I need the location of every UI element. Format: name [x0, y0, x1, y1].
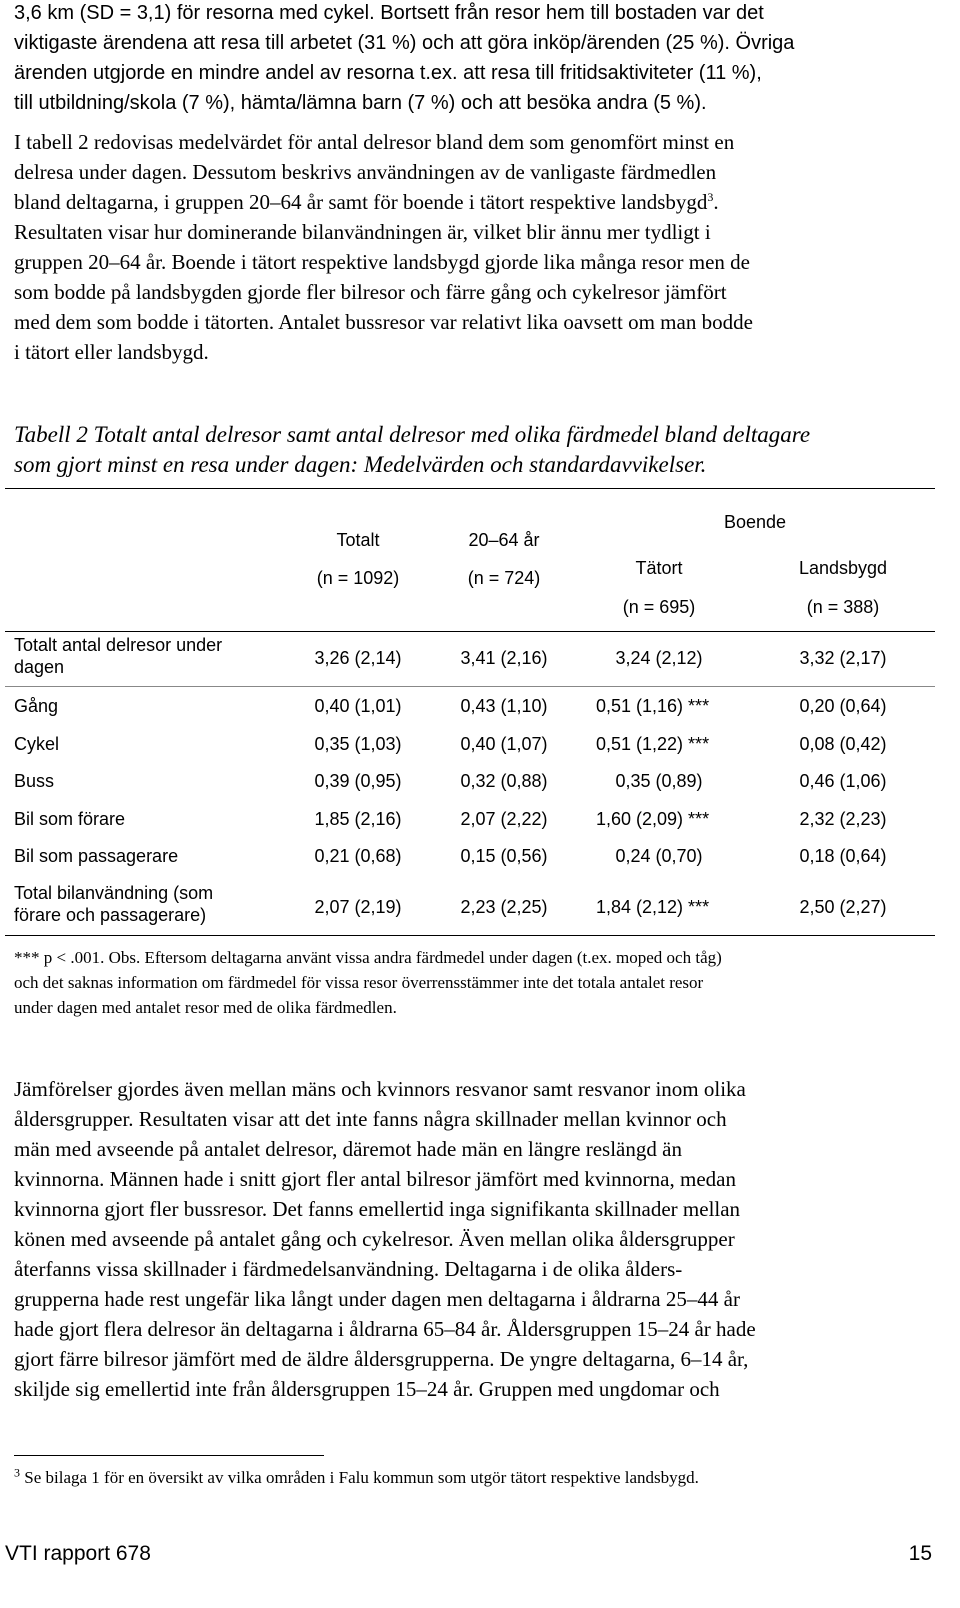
paragraph-line: med dem som bodde i tätorten. Antalet bussresor var relativt lika oavsett om man bodde	[14, 310, 753, 334]
paragraph-line: delresa under dagen. Dessutom beskrivs användningen av de vanligaste färdmedlen	[14, 160, 717, 184]
row-label: Bil som förare	[14, 809, 126, 829]
paragraph-line: Resultaten visar hur dominerande bilanvändningen är, vilket blir ännu mer tydligt i	[14, 220, 711, 244]
intro-line: 3,6 km (SD = 3,1) för resorna med cykel. Bortsett från resor hem till bostaden var det	[14, 2, 764, 24]
table-header-rule	[5, 631, 935, 632]
cell-age: 2,23 (2,25)	[460, 897, 548, 917]
intro-line: ärenden utgjorde en mindre andel av resorna t.ex. att resa till fritidsaktiviteter (11 %),	[14, 62, 762, 84]
row-label: Totalt antal delresor under dagen	[14, 635, 223, 677]
cell-tatort: 0,51 (1,16) ***	[596, 696, 710, 716]
cell-age: 3,41 (2,16)	[460, 648, 548, 668]
footnote-mark: 3	[14, 1465, 20, 1480]
table-top-rule	[5, 488, 935, 489]
cell-landsbygd: 2,32 (2,23)	[799, 809, 887, 829]
comparison-paragraph	[14, 1074, 914, 1404]
table-row-divider	[5, 686, 935, 687]
header-tatort-n: (n = 695)	[622, 597, 696, 617]
header-totalt: Totalt	[336, 530, 380, 550]
cell-age: 0,40 (1,07)	[460, 734, 548, 754]
paragraph-line	[14, 187, 914, 217]
cell-landsbygd: 3,32 (2,17)	[799, 648, 887, 668]
header-landsbygd: Landsbygd	[798, 558, 888, 578]
note-line: *** p < .001. Obs. Eftersom deltagarna använt vissa andra färdmedel under dagen (t.ex. moped och tåg)	[14, 948, 722, 967]
header-landsbygd-n: (n = 388)	[806, 597, 880, 617]
cell-age: 2,07 (2,22)	[460, 809, 548, 829]
cell-age: 0,32 (0,88)	[460, 771, 548, 791]
header-tatort: Tätort	[635, 558, 683, 578]
row-label: Bil som passagerare	[14, 846, 179, 866]
caption-line: Tabell 2 Totalt antal delresor samt antal delresor med olika färdmedel bland deltagare	[14, 422, 811, 447]
footnote-reference: 3	[707, 190, 714, 204]
paragraph-line: hade gjort flera delresor än deltagarna i åldrarna 65–84 år. Åldersgruppen 15–24 år hade	[14, 1317, 756, 1341]
cell-totalt: 0,35 (1,03)	[314, 734, 402, 754]
table-note	[14, 945, 934, 1020]
cell-landsbygd: 0,20 (0,64)	[799, 696, 887, 716]
paragraph-line: i tätort eller landsbygd.	[14, 340, 209, 364]
paragraph-line: Jämförelser gjordes även mellan mäns och kvinnors resvanor samt resvanor inom olika	[14, 1077, 746, 1101]
cell-totalt: 3,26 (2,14)	[314, 648, 402, 668]
paragraph-line: gruppernа hade rest ungefär lika långt under dagen men deltagarna i åldrarna 25–44 år	[14, 1287, 740, 1311]
cell-tatort: 3,24 (2,12)	[615, 648, 703, 668]
intro-paragraph	[14, 0, 914, 118]
note-line: under dagen med antalet resor med de olika färdmedlen.	[14, 998, 397, 1017]
paragraph-line: återfanns vissa skillnader i färdmedelsanvändning. Deltagarna i de olika ålders-	[14, 1257, 683, 1281]
table-caption	[14, 420, 934, 480]
cell-totalt: 0,40 (1,01)	[314, 696, 402, 716]
cell-totalt: 0,39 (0,95)	[314, 771, 402, 791]
footnote-rule	[14, 1455, 324, 1456]
page-number: 15	[908, 1542, 932, 1565]
paragraph-line: I tabell 2 redovisas medelvärdet för antal delresor bland dem som genomfört minst en	[14, 130, 735, 154]
cell-totalt: 0,21 (0,68)	[314, 846, 402, 866]
cell-tatort: 0,24 (0,70)	[615, 846, 703, 866]
cell-totalt: 2,07 (2,19)	[314, 897, 402, 917]
note-line: och det saknas information om färdmedel för vissa resor överrensstämmer inte det totala antalet resor	[14, 973, 704, 992]
header-totalt-n: (n = 1092)	[316, 568, 400, 588]
paragraph-line: åldersgrupper. Resultaten visar att det inte fanns några skillnader mellan kvinnor och	[14, 1107, 727, 1131]
footnote-text: Se bilaga 1 för en översikt av vilka områden i Falu kommun som utgör tätort respektive landsbygd.	[24, 1468, 699, 1487]
cell-landsbygd: 0,08 (0,42)	[799, 734, 887, 754]
paragraph-line: gjort färre bilresor jämfört med de äldre åldersgrupperna. De yngre deltagarna, 6–14 år,	[14, 1347, 749, 1371]
cell-tatort: 0,51 (1,22) ***	[596, 734, 710, 754]
cell-totalt: 1,85 (2,16)	[314, 809, 402, 829]
paragraph-line: könen med avseende på antalet gång och cykelresor. Även mellan olika åldersgrupper	[14, 1227, 735, 1251]
header-age: 20–64 år	[468, 530, 540, 550]
paragraph-line: män med avseende på antalet delresor, däremot hade män en längre reslängd än	[14, 1137, 682, 1161]
footnote	[14, 1466, 699, 1490]
row-label: Total bilanvändning (som förare och passagerare)	[14, 883, 214, 925]
cell-landsbygd: 0,18 (0,64)	[799, 846, 887, 866]
cell-landsbygd: 0,46 (1,06)	[799, 771, 887, 791]
row-label: Gång	[14, 696, 59, 716]
header-boende: Boende	[723, 512, 787, 532]
paragraph-line: kvinnorna gjort fler bussresor. Det fanns emellertid inga signifikanta skillnader mellan	[14, 1197, 741, 1221]
cell-tatort: 0,35 (0,89)	[615, 771, 703, 791]
footer-report-name: VTI rapport 678	[5, 1542, 151, 1565]
paragraph-line: som bodde på landsbygden gjorde fler bilresor och färre gång och cykelresor jämfört	[14, 280, 727, 304]
intro-line: till utbildning/skola (7 %), hämta/lämna barn (7 %) och att besöka andra (5 %).	[14, 92, 707, 114]
row-label: Buss	[14, 771, 55, 791]
paragraph-line-tail: .	[713, 190, 719, 214]
cell-age: 0,43 (1,10)	[460, 696, 548, 716]
header-age-n: (n = 724)	[467, 568, 541, 588]
row-label: Cykel	[14, 734, 60, 754]
table-bottom-rule	[5, 935, 935, 936]
table-description-paragraph	[14, 127, 914, 367]
intro-line: viktigaste ärendena att resa till arbetet (31 %) och att göra inköp/ärenden (25 %). Övriga	[14, 32, 795, 54]
paragraph-line: kvinnorna. Männen hade i snitt gjort fler antal bilresor jämfört med kvinnorna, medan	[14, 1167, 736, 1191]
paragraph-line: skiljde sig emellertid inte från åldersgruppen 15–24 år. Gruppen med ungdomar och	[14, 1377, 720, 1401]
paragraph-line-text: bland deltagarna, i gruppen 20–64 år samt för boende i tätort respektive landsbygd	[14, 190, 708, 214]
cell-tatort: 1,84 (2,12) ***	[596, 897, 710, 917]
cell-tatort: 1,60 (2,09) ***	[596, 809, 710, 829]
paragraph-line: gruppen 20–64 år. Boende i tätort respektive landsbygd gjorde lika många resor men de	[14, 250, 750, 274]
cell-landsbygd: 2,50 (2,27)	[799, 897, 887, 917]
caption-line: som gjort minst en resa under dagen: Medelvärden och standardavvikelser.	[14, 452, 707, 477]
cell-age: 0,15 (0,56)	[460, 846, 548, 866]
